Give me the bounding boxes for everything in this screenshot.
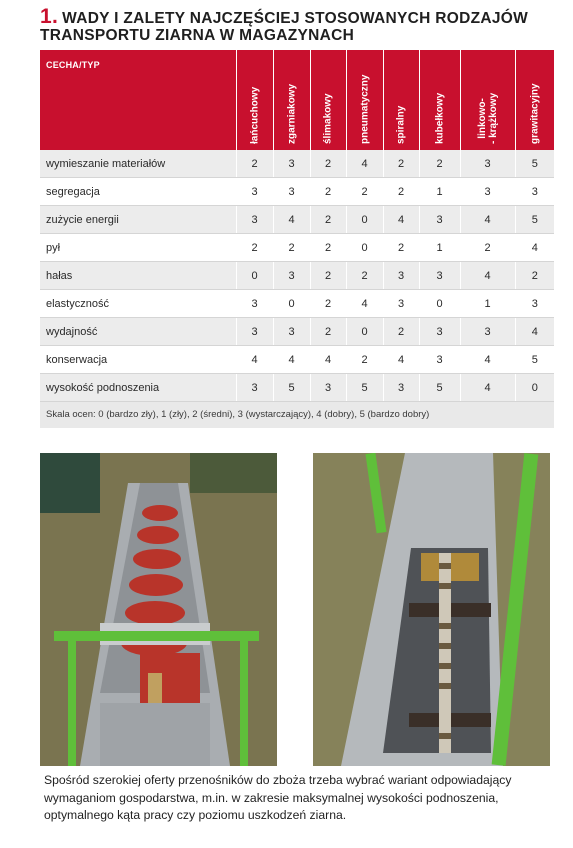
- rating-cell: 0: [515, 374, 554, 402]
- row-label: segregacja: [40, 178, 236, 206]
- rating-cell: 4: [383, 206, 419, 234]
- title-line-2: TRANSPORTU ZIARNA W MAGAZYNACH: [40, 27, 355, 44]
- rating-cell: 2: [236, 150, 273, 178]
- rating-cell: 1: [419, 178, 460, 206]
- rating-cell: 3: [236, 290, 273, 318]
- rating-cell: 4: [273, 206, 310, 234]
- column-header: [515, 50, 554, 150]
- rating-cell: 5: [515, 346, 554, 374]
- rating-cell: 5: [515, 206, 554, 234]
- rating-cell: 3: [273, 150, 310, 178]
- table-row: [40, 262, 554, 290]
- table-row: [40, 318, 554, 346]
- column-header: [383, 50, 419, 150]
- column-header: [419, 50, 460, 150]
- rating-cell: 4: [460, 262, 515, 290]
- rating-cell: 2: [383, 318, 419, 346]
- rating-cell: 2: [419, 150, 460, 178]
- photo-caption: Spośród szerokiej oferty przenośników do zboża trzeba wybrać wariant odpowiadający wymaganiom gospodarstwa, m.in. w zakresie maksymalnej wysokości podnoszenia, optymalnego kąta pracy czy poziomu uszkodzeń ziarna.: [44, 773, 512, 822]
- row-label: wysokość podnoszenia: [40, 374, 236, 402]
- table-row: [40, 290, 554, 318]
- rating-cell: 3: [236, 374, 273, 402]
- rating-cell: 0: [346, 234, 383, 262]
- rating-cell: 3: [273, 178, 310, 206]
- column-label: łańcuchowy: [249, 86, 260, 144]
- rating-cell: 3: [460, 150, 515, 178]
- rating-cell: 3: [419, 206, 460, 234]
- title-line-1: [40, 5, 560, 28]
- rating-cell: 3: [515, 178, 554, 206]
- column-header: [310, 50, 346, 150]
- column-label: grawitacyjny: [529, 83, 541, 144]
- row-label: konserwacja: [40, 346, 236, 374]
- rating-cell: 3: [515, 290, 554, 318]
- table-row: [40, 150, 554, 178]
- rating-cell: 3: [236, 206, 273, 234]
- chain-conveyor-illustration: [313, 453, 550, 766]
- comparison-table: [40, 50, 554, 428]
- scale-note: Skala ocen: 0 (bardzo zły), 1 (zły), 2 (średni), 3 (wystarczający), 4 (dobry), 5 (bardzo dobry): [40, 402, 554, 429]
- rating-cell: 1: [460, 290, 515, 318]
- table-header-row: [40, 50, 554, 150]
- rating-cell: 0: [236, 262, 273, 290]
- rating-cell: 4: [383, 346, 419, 374]
- rating-cell: 3: [273, 318, 310, 346]
- row-label: pył: [40, 234, 236, 262]
- row-label: hałas: [40, 262, 236, 290]
- rating-cell: 4: [515, 234, 554, 262]
- rating-cell: 4: [346, 150, 383, 178]
- rating-cell: 2: [310, 178, 346, 206]
- rating-cell: 3: [419, 318, 460, 346]
- rating-cell: 3: [460, 178, 515, 206]
- column-header: [346, 50, 383, 150]
- rating-cell: 3: [273, 262, 310, 290]
- comparison-table-container: [40, 50, 554, 428]
- rating-cell: 0: [419, 290, 460, 318]
- table-row: [40, 374, 554, 402]
- rating-cell: 3: [419, 346, 460, 374]
- rating-cell: 5: [515, 150, 554, 178]
- rating-cell: 4: [515, 318, 554, 346]
- rating-cell: 4: [346, 290, 383, 318]
- rating-cell: 0: [346, 206, 383, 234]
- corner-header: [40, 50, 236, 150]
- title-text-1: WADY I ZALETY NAJCZĘŚCIEJ STOSOWANYCH RODZAJÓW: [62, 10, 529, 27]
- rating-cell: 3: [310, 374, 346, 402]
- table-row: [40, 234, 554, 262]
- auger-conveyor-illustration: [40, 453, 277, 766]
- column-label: ślimakowy: [322, 93, 334, 144]
- rating-cell: 3: [383, 262, 419, 290]
- scale-row: [40, 402, 554, 429]
- title-number: 1.: [40, 5, 59, 28]
- column-label: spiralny: [395, 105, 407, 144]
- table-body: [40, 150, 554, 402]
- rating-cell: 4: [273, 346, 310, 374]
- column-label: linkowo- - krążkowy: [476, 92, 499, 144]
- article-title: [40, 5, 560, 44]
- column-label: zgarniakowy: [286, 83, 297, 144]
- corner-label: CECHA/TYP: [46, 60, 100, 70]
- rating-cell: 5: [419, 374, 460, 402]
- table-row: [40, 346, 554, 374]
- rating-cell: 2: [310, 290, 346, 318]
- rating-cell: 4: [460, 374, 515, 402]
- row-label: wymieszanie materiałów: [40, 150, 236, 178]
- column-header: [273, 50, 310, 150]
- rating-cell: 5: [273, 374, 310, 402]
- table-row: [40, 178, 554, 206]
- chain-conveyor-photo: [313, 453, 550, 766]
- rating-cell: 2: [383, 234, 419, 262]
- column-header: [236, 50, 273, 150]
- rating-cell: 3: [236, 178, 273, 206]
- rating-cell: 0: [346, 318, 383, 346]
- rating-cell: 2: [310, 234, 346, 262]
- rating-cell: 1: [419, 234, 460, 262]
- row-label: wydajność: [40, 318, 236, 346]
- rating-cell: 5: [346, 374, 383, 402]
- rating-cell: 2: [236, 234, 273, 262]
- row-label: elastyczność: [40, 290, 236, 318]
- rating-cell: 3: [236, 318, 273, 346]
- table-row: [40, 206, 554, 234]
- rating-cell: 2: [310, 318, 346, 346]
- auger-conveyor-photo: [40, 453, 277, 766]
- rating-cell: 2: [346, 178, 383, 206]
- rating-cell: 2: [310, 206, 346, 234]
- rating-cell: 4: [236, 346, 273, 374]
- rating-cell: 3: [383, 290, 419, 318]
- rating-cell: 2: [346, 262, 383, 290]
- rating-cell: 4: [460, 206, 515, 234]
- rating-cell: 4: [460, 346, 515, 374]
- rating-cell: 2: [383, 178, 419, 206]
- rating-cell: 3: [460, 318, 515, 346]
- rating-cell: 2: [310, 262, 346, 290]
- rating-cell: 0: [273, 290, 310, 318]
- rating-cell: 2: [383, 150, 419, 178]
- rating-cell: 4: [310, 346, 346, 374]
- rating-cell: 3: [419, 262, 460, 290]
- column-label: kubełkowy: [434, 92, 445, 144]
- rating-cell: 2: [515, 262, 554, 290]
- rating-cell: 2: [460, 234, 515, 262]
- column-label: pneumatyczny: [359, 74, 370, 144]
- rating-cell: 2: [273, 234, 310, 262]
- rating-cell: 2: [310, 150, 346, 178]
- column-header: [460, 50, 515, 150]
- rating-cell: 3: [383, 374, 419, 402]
- rating-cell: 2: [346, 346, 383, 374]
- row-label: zużycie energii: [40, 206, 236, 234]
